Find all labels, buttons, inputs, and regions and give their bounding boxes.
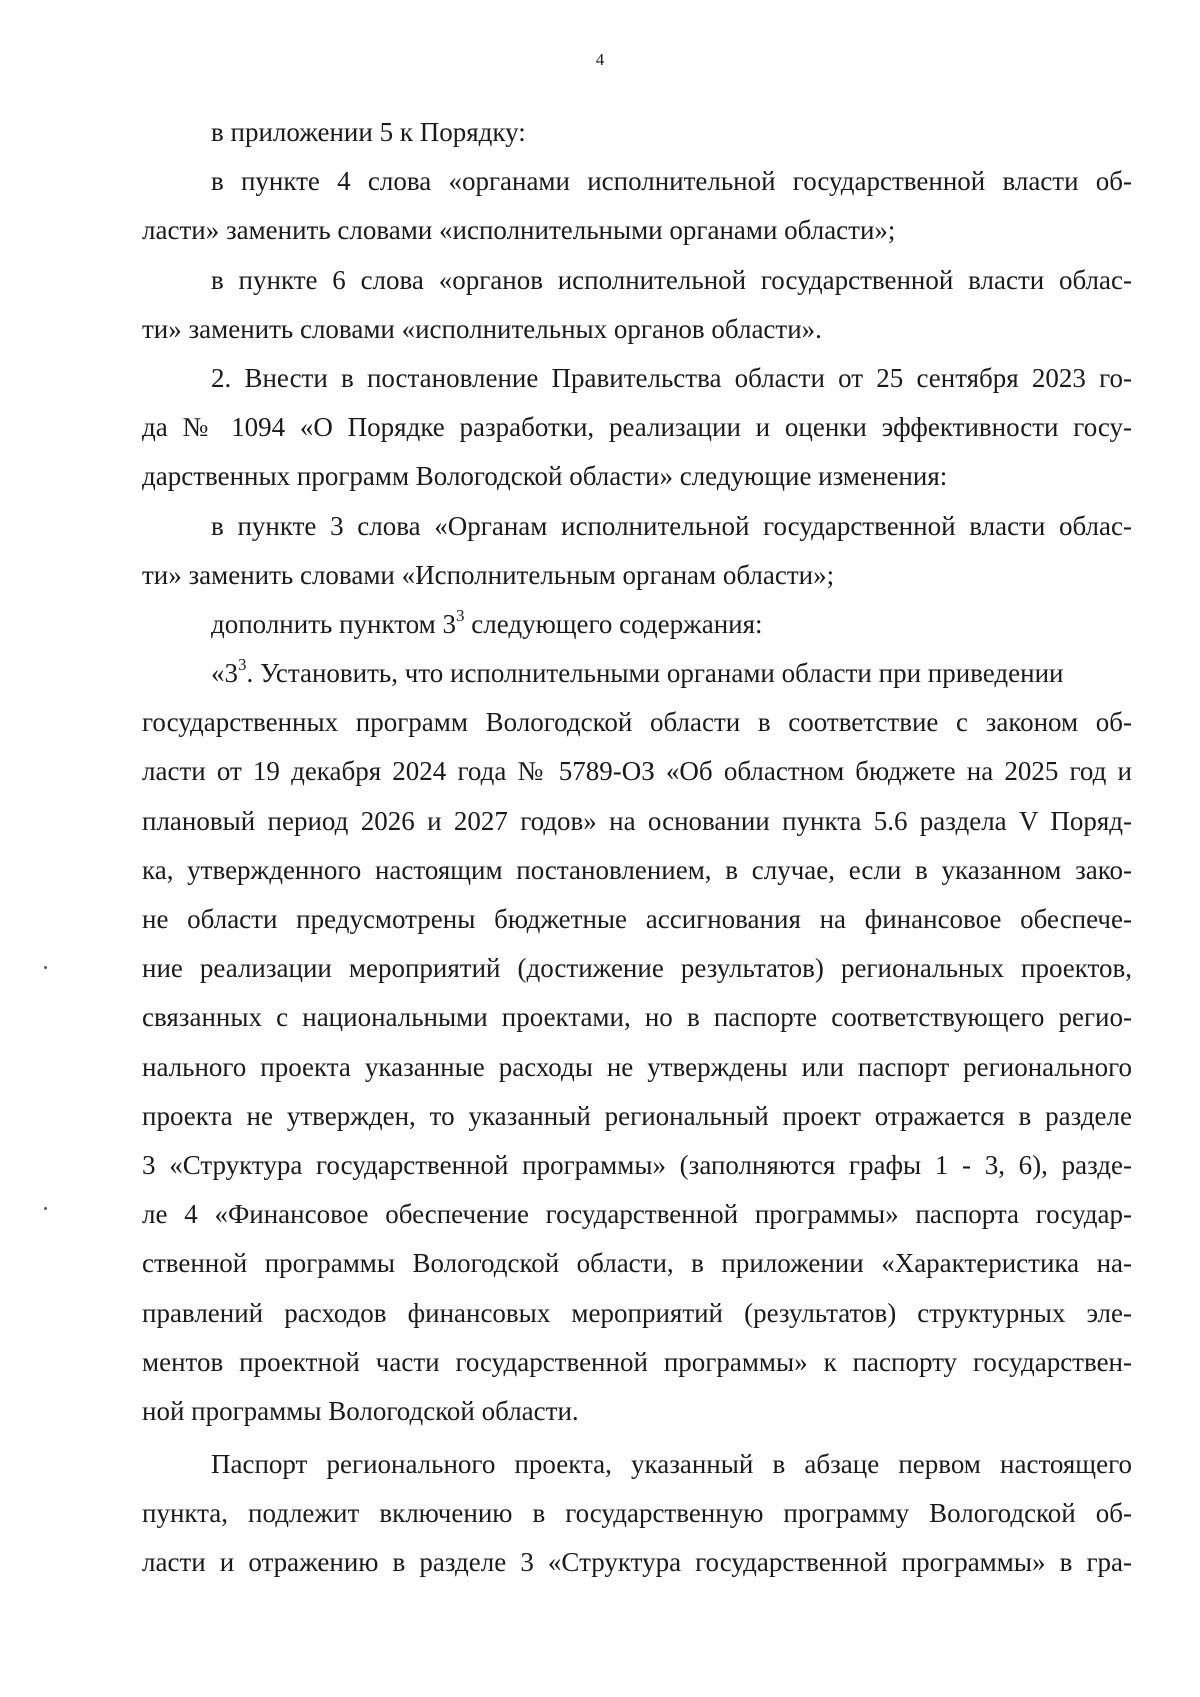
text-line: ной программы Вологодской области. [142, 1395, 579, 1426]
text-line: правлений расходов финансовых мероприятий (результатов) структурных эле- [142, 1297, 1132, 1328]
text-line: проекта не утвержден, то указанный региональный проект отражается в разделе [142, 1100, 1132, 1131]
text-line: ласти» заменить словами «исполнительными органами области»; [142, 215, 896, 246]
text-line: в пункте 4 слова «органами исполнительной государственной власти об- [211, 166, 1132, 197]
text-line: государственных программ Вологодской области в соответствие с законом об- [142, 707, 1132, 738]
text-line: нального проекта указанные расходы не утверждены или паспорт регионального [142, 1051, 1132, 1082]
text-line: 3 «Структура государственной программы» (заполняются графы 1 - 3, 6), разде- [142, 1149, 1132, 1180]
margin-dot [44, 1207, 47, 1210]
text-line: ти» заменить словами «исполнительных органов области». [142, 313, 822, 344]
text-fragment: . Установить, что исполнительными органами области при приведении [246, 658, 1064, 689]
text-line: связанных с национальными проектами, но в паспорте соответствующего регио- [142, 1002, 1132, 1033]
text-fragment: следующего содержания: [471, 608, 763, 639]
text-line: да № 1094 «О Порядке разработки, реализации и оценки эффективности госу- [142, 412, 1132, 443]
text-fragment: дополнить пунктом 3 [211, 608, 456, 639]
text-line [142, 649, 1132, 698]
text-line: в приложении 5 к Порядку: [211, 117, 526, 147]
page-number: 4 [595, 50, 605, 69]
text-line: ственной программы Вологодской области, в приложении «Характеристика на- [142, 1248, 1132, 1279]
superscript: 3 [456, 605, 465, 625]
text-line: пункта, подлежит включению в государственную программу Вологодской об- [142, 1498, 1132, 1529]
text-line: ние реализации мероприятий (достижение результатов) региональных проектов, [142, 953, 1132, 984]
superscript: 3 [238, 655, 247, 675]
text-line [142, 600, 1132, 649]
text-line: плановый период 2026 и 2027 годов» на основании пункта 5.6 раздела V Поряд- [142, 805, 1132, 836]
text-line: Паспорт регионального проекта, указанный в абзаце первом настоящего [211, 1449, 1132, 1480]
text-line: 2. Внести в постановление Правительства области от 25 сентября 2023 го- [211, 362, 1132, 393]
text-fragment: «3 [211, 658, 238, 689]
text-line: не области предусмотрены бюджетные ассигнования на финансовое обеспече- [142, 904, 1132, 934]
text-line: в пункте 6 слова «органов исполнительной государственной власти облас- [211, 264, 1132, 295]
document-body [142, 108, 1132, 1588]
text-line: ле 4 «Финансовое обеспечение государственной программы» паспорта государ- [142, 1199, 1132, 1230]
text-line: дарственных программ Вологодской области» следующие изменения: [142, 461, 948, 492]
margin-dot [44, 966, 47, 969]
text-line: ментов проектной части государственной программы» к паспорту государствен- [142, 1346, 1132, 1377]
text-line: ласти от 19 декабря 2024 года № 5789-ОЗ «Об областном бюджете на 2025 год и [142, 756, 1132, 787]
text-line: ласти и отражению в разделе 3 «Структура государственной программы» в гра- [142, 1547, 1132, 1578]
text-line: ти» заменить словами «Исполнительным органам области»; [142, 559, 835, 590]
text-line: ка, утвержденного настоящим постановлением, в случае, если в указанном зако- [142, 854, 1132, 885]
text-line: в пункте 3 слова «Органам исполнительной государственной власти облас- [211, 510, 1132, 541]
